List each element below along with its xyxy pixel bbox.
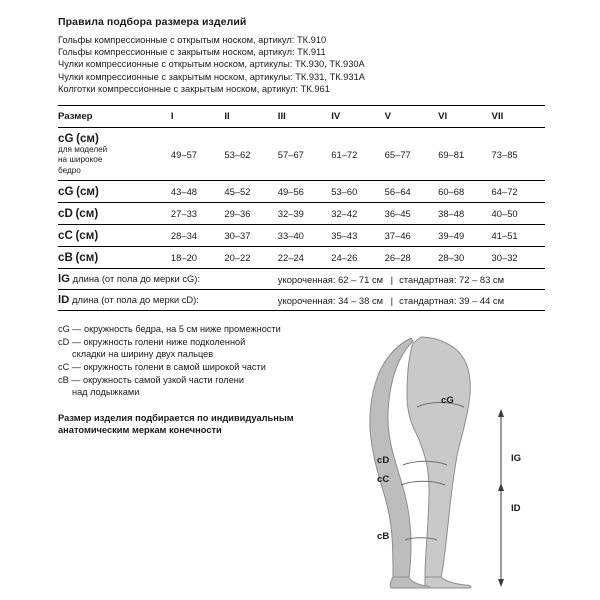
length-standard-ld: [385, 290, 545, 311]
cell-value: 53–62: [224, 128, 277, 181]
figure-label-cd: cD: [377, 455, 390, 466]
metric-unit: (см): [75, 229, 99, 243]
cell-value: 37–46: [385, 225, 438, 247]
cell-value: 24–26: [331, 247, 384, 269]
list-item: Гольфы компрессионные с открытым носком, артикул: ТК.910: [58, 35, 327, 45]
cell-value: 20–22: [224, 247, 277, 269]
figure-label-cc: cC: [377, 474, 390, 485]
product-list: [58, 34, 578, 95]
metric-name: cG: [58, 132, 74, 146]
column-header-v: V: [385, 106, 438, 128]
note-cg: [58, 323, 388, 336]
cell-value: 56–64: [385, 181, 438, 203]
page-title: Правила подбора размера изделий: [58, 16, 247, 28]
figure-label-cg: cG: [441, 395, 454, 406]
length-separator: |: [390, 273, 394, 285]
note-text-continued: над лодыжками: [72, 387, 140, 398]
advice-line-1: Размер изделия подбирается по индивидуальным: [58, 412, 294, 423]
cell-value: 65–77: [385, 128, 438, 181]
cell-value: 43–48: [171, 181, 224, 203]
cell-value: 35–43: [331, 225, 384, 247]
list-item: Чулки компрессионные с закрытым носком, артикулы: ТК.931, ТК.931А: [58, 71, 365, 82]
cell-value: 57–67: [278, 128, 331, 181]
row-note-line-1: для моделей: [58, 145, 108, 155]
column-header-iv: IV: [331, 106, 384, 128]
figure-label-ld: lD: [511, 503, 521, 514]
cell-value: 33–40: [278, 225, 331, 247]
row-label-cb: [58, 247, 171, 269]
table-row: [58, 181, 545, 203]
cell-value: 32–39: [278, 203, 331, 225]
table-row: [58, 225, 545, 247]
row-note-line-3: бедро: [58, 165, 81, 175]
metric-name: cG: [58, 185, 74, 199]
cell-value: 69–81: [438, 128, 491, 181]
cell-value: 22–24: [278, 247, 331, 269]
cell-value: 26–28: [385, 247, 438, 269]
list-item: Гольфы компрессионные с закрытым носком, артикул: ТК.911: [58, 47, 326, 58]
cell-value: 29–36: [224, 203, 277, 225]
cell-value: 41–51: [492, 225, 545, 247]
column-header-size: Размер: [58, 106, 171, 128]
table-row: [58, 128, 545, 181]
length-standard-text: стандартная: 39 – 44 см: [399, 294, 505, 306]
column-header-vii: VII: [492, 106, 545, 128]
cell-value: 36–45: [385, 203, 438, 225]
list-item: Колготки компрессионные с закрытым носком, артикул: ТК.961: [58, 83, 330, 94]
length-description: длина (от пола до мерки cG):: [72, 273, 201, 285]
length-label-lg: [58, 269, 278, 290]
cell-value: 64–72: [492, 181, 545, 203]
length-short-lg: укороченная: 62 – 71 см: [278, 269, 385, 290]
table-row-length-ld: [58, 290, 545, 311]
metric-unit: (см): [75, 207, 99, 221]
length-short-ld: укороченная: 34 – 38 см: [278, 290, 385, 311]
cell-value: 30–37: [224, 225, 277, 247]
cell-value: 28–34: [171, 225, 224, 247]
cell-value: 45–52: [224, 181, 277, 203]
length-separator: |: [390, 294, 394, 306]
cell-value: 30–32: [492, 247, 545, 269]
length-standard-lg: [385, 269, 545, 290]
row-label-cc: [58, 225, 171, 247]
cell-value: 28–30: [438, 247, 491, 269]
metric-name: cB: [58, 251, 73, 265]
metric-name: cC: [58, 229, 73, 243]
cell-value: 49–56: [278, 181, 331, 203]
length-label-ld: [58, 290, 278, 311]
leg-measurement-figure: [325, 335, 540, 590]
table-header-row: [58, 106, 545, 128]
table-row: [58, 203, 545, 225]
cell-value: 60–68: [438, 181, 491, 203]
column-header-i: I: [171, 106, 224, 128]
cell-value: 49–57: [171, 128, 224, 181]
note-text-continued: складки на ширину двух пальцев: [72, 349, 214, 360]
cell-value: 38–48: [438, 203, 491, 225]
column-header-ii: II: [224, 106, 277, 128]
row-label-cg: [58, 181, 171, 203]
cell-value: 73–85: [492, 128, 545, 181]
list-item: Чулки компрессионные с открытым носком, артикулы: ТК.930, ТК.930А: [58, 59, 365, 70]
metric-unit: (см): [76, 132, 99, 146]
note-text: cB — окружность самой узкой части голени: [58, 374, 244, 385]
row-label-cg-wide: [58, 128, 171, 181]
column-header-vi: VI: [438, 106, 491, 128]
cell-value: 39–49: [438, 225, 491, 247]
metric-unit: (см): [75, 251, 99, 265]
cell-value: 40–50: [492, 203, 545, 225]
figure-label-lg: lG: [511, 453, 522, 464]
cell-value: 53–60: [331, 181, 384, 203]
size-table: [58, 105, 545, 311]
row-note-line-2: на широкое: [58, 155, 103, 165]
metric-name: lD: [58, 294, 70, 307]
note-text: cC — окружность голени в самой широкой части: [58, 362, 266, 373]
leg-diagram-icon: [325, 335, 540, 590]
length-description: длина (от пола до мерки cD):: [72, 294, 199, 306]
cell-value: 27–33: [171, 203, 224, 225]
table-row: [58, 247, 545, 269]
cell-value: 18–20: [171, 247, 224, 269]
column-header-iii: III: [278, 106, 331, 128]
note-text: cG — окружность бедра, на 5 см ниже промежности: [58, 324, 281, 335]
note-text: cD — окружность голени ниже подколенной: [58, 336, 246, 347]
cell-value: 61–72: [331, 128, 384, 181]
advice-line-2: анатомическим меркам конечности: [58, 425, 222, 436]
table-row-length-lg: [58, 269, 545, 290]
metric-name: lG: [58, 273, 71, 286]
figure-label-cb: cB: [377, 531, 390, 542]
metric-unit: (см): [76, 185, 99, 199]
metric-name: cD: [58, 207, 73, 221]
row-label-cd: [58, 203, 171, 225]
cell-value: 32–42: [331, 203, 384, 225]
length-standard-text: стандартная: 72 – 83 см: [399, 273, 505, 285]
